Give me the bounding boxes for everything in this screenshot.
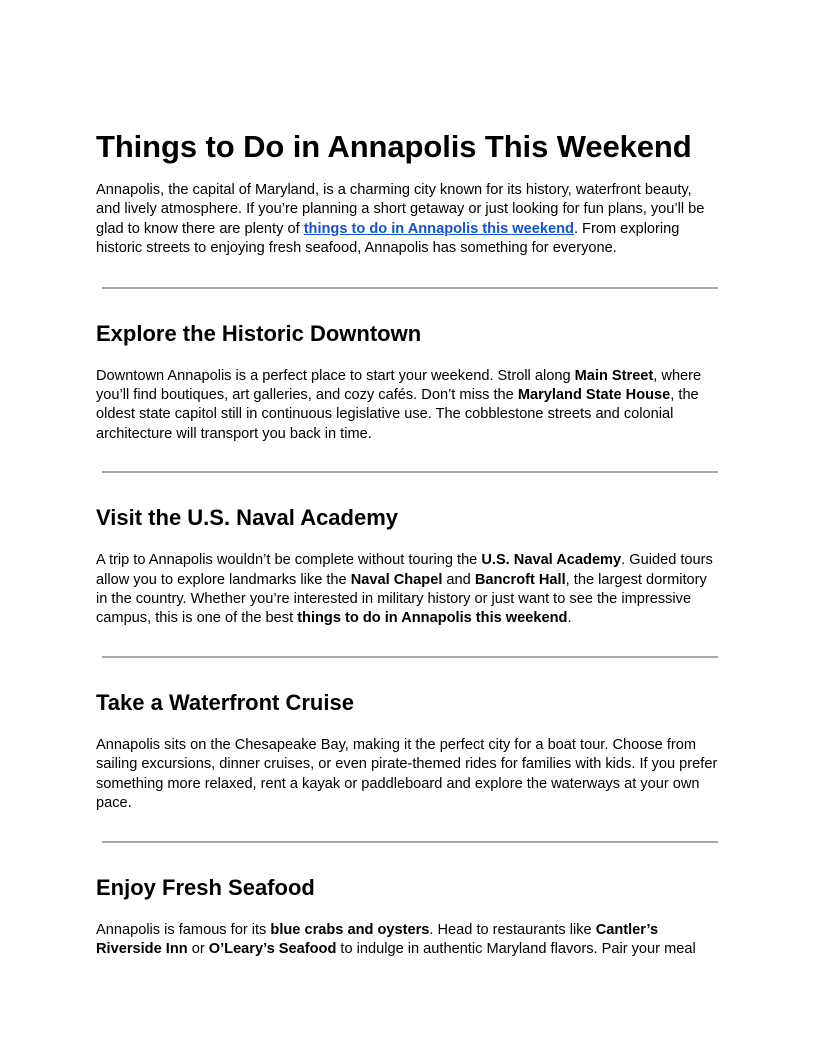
intro-paragraph xyxy=(96,181,728,259)
bold-text: Bancroft Hall xyxy=(474,571,566,588)
text-span: and xyxy=(442,571,475,588)
section-heading-seafood: Enjoy Fresh Seafood xyxy=(96,874,315,900)
text-span: . Guided tours xyxy=(621,552,713,569)
text-span: . xyxy=(567,610,572,627)
text-line: architecture will transport you back in time. xyxy=(96,425,372,442)
text-span: . From exploring xyxy=(573,220,680,237)
section-heading-naval-academy: Visit the U.S. Naval Academy xyxy=(96,505,399,531)
text-span: . Head to restaurants like xyxy=(429,921,596,938)
text-span: , where xyxy=(653,367,702,384)
document-body xyxy=(96,120,728,959)
text-line: in the country. Whether you’re interested in military history or just want to see the impressive xyxy=(96,591,692,608)
text-line: something more relaxed, rent a kayak or paddleboard and explore the waterways at your own xyxy=(96,775,700,792)
bold-text: Riverside Inn xyxy=(96,940,188,957)
text-line: pace. xyxy=(96,795,132,812)
text-line: Annapolis, the capital of Maryland, is a charming city known for its history, waterfront beauty, xyxy=(96,182,692,198)
text-line xyxy=(96,386,728,405)
bold-text: Cantler’s xyxy=(595,921,659,938)
text-span: , the xyxy=(670,387,699,404)
bold-text: things to do in Annapolis this weekend xyxy=(297,610,568,627)
text-line: historic streets to enjoying fresh seafood, Annapolis has something for everyone. xyxy=(96,240,617,257)
text-span: campus, this is one of the best xyxy=(96,610,298,627)
page-title: Things to Do in Annapolis This Weekend xyxy=(96,129,692,164)
text-line xyxy=(96,571,728,590)
bold-text: Main Street xyxy=(574,367,654,384)
text-span: Annapolis is famous for its xyxy=(96,921,271,938)
text-line: sailing excursions, dinner cruises, or even pirate-themed rides for families with kids. If you prefer xyxy=(96,756,718,773)
section-heading-downtown: Explore the Historic Downtown xyxy=(96,320,422,346)
bold-text: U.S. Naval Academy xyxy=(481,552,622,569)
text-span: allow you to explore landmarks like the xyxy=(96,571,351,588)
text-line: and lively atmosphere. If you’re planning a short getaway or just looking for fun plans, you’ll be xyxy=(96,201,705,218)
text-line xyxy=(96,921,728,940)
bold-text: O’Leary’s Seafood xyxy=(208,940,337,957)
seafood-paragraph xyxy=(96,921,728,960)
downtown-paragraph xyxy=(96,367,728,445)
bold-text: Naval Chapel xyxy=(350,571,443,588)
annapolis-weekend-link[interactable]: things to do in Annapolis this weekend xyxy=(303,220,574,237)
text-line: Annapolis sits on the Chesapeake Bay, making it the perfect city for a boat tour. Choose from xyxy=(96,736,697,753)
text-span: glad to know there are plenty of xyxy=(96,220,304,237)
section-heading-cruise: Take a Waterfront Cruise xyxy=(96,689,354,715)
text-line xyxy=(96,367,728,386)
text-line xyxy=(96,220,728,239)
bold-text: blue crabs and oysters xyxy=(270,921,430,938)
text-line xyxy=(96,940,728,959)
bold-text: Maryland State House xyxy=(517,387,671,404)
text-line xyxy=(96,609,728,628)
text-span: A trip to Annapolis wouldn’t be complete without touring the xyxy=(96,552,482,569)
text-span: Downtown Annapolis is a perfect place to start your weekend. Stroll along xyxy=(96,367,575,384)
text-span: to indulge in authentic Maryland flavors. Pair your meal xyxy=(336,940,696,957)
cruise-paragraph xyxy=(96,736,728,814)
text-line xyxy=(96,551,728,570)
text-span: or xyxy=(187,940,209,957)
text-span: you’ll find boutiques, art galleries, and cozy cafés. Don’t miss the xyxy=(96,387,518,404)
naval-paragraph xyxy=(96,551,728,629)
text-span: , the largest dormitory xyxy=(565,571,707,588)
text-line: oldest state capitol still in continuous legislative use. The cobblestone streets and colonial xyxy=(96,406,674,423)
